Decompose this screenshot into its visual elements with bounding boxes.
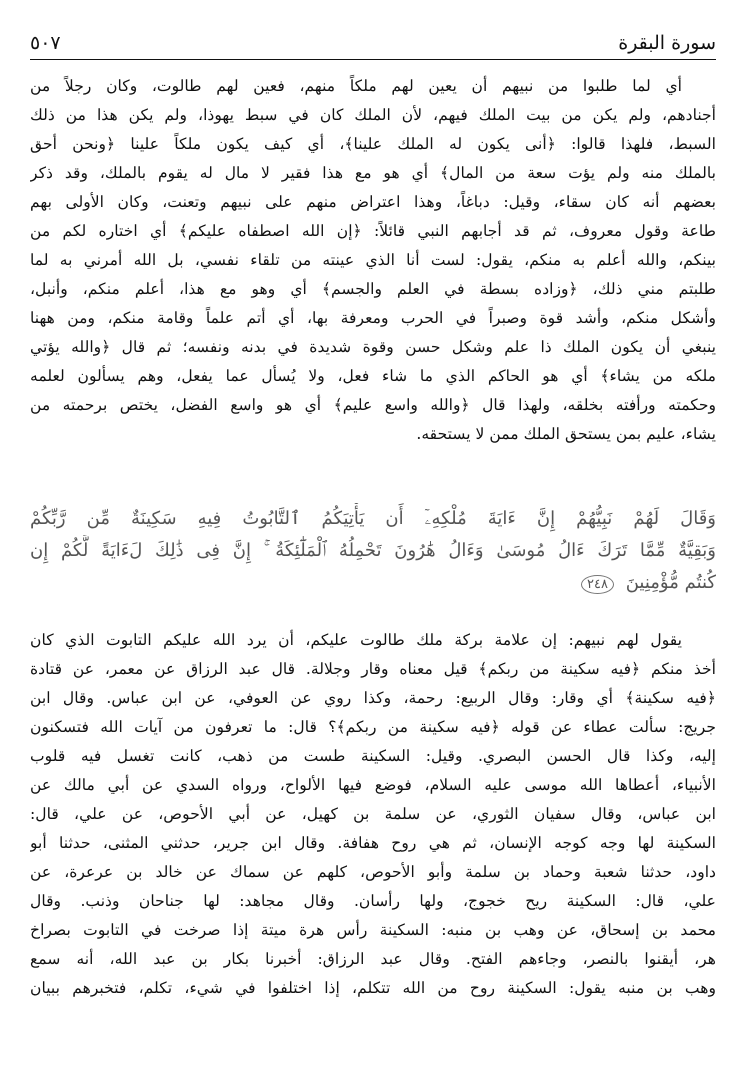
text-line: إليه، وكذا قال الحسن البصري. وقيل: السكينة طست من ذهب، كانت تغسل فيه قلوب — [30, 747, 716, 765]
header-rule — [30, 59, 716, 60]
text-line: ﴿فيه سكينة﴾ أي وقار: وقال الربيع: رحمة، وكذا روي عن العوفي، عن ابن عباس. وقال ابن — [30, 689, 716, 707]
text-line: وهب بن منبه يقول: السكينة روح من الله تتكلم، إذا اختلفوا في شيء، تكلم، فتخبرهم ببيان — [30, 979, 716, 997]
text-line: بالملك منه ولم يؤت سعة من المال﴾ أي هو مع هذا فقير لا مال له يقوم بالملك، وقد ذكر — [30, 164, 716, 182]
verse-line-text: كُنتُم مُّؤْمِنِينَ — [625, 572, 716, 593]
page-header — [30, 30, 716, 56]
text-line: طلبتم مني ذلك، ﴿وزاده بسطة في العلم والجسم﴾ أي وهو مع هذا، أعلم منكم، وأنبل، — [30, 280, 716, 298]
text-line: أي لما طلبوا من نبيهم أن يعين لهم ملكاً منهم، فعين لهم طالوت، وكان رجلاً من — [30, 77, 682, 95]
text-line: علي، قال: السكينة ريح خجوج، ولها رأسان. وقال مجاهد: لها جناحان وذنب. وقال — [30, 892, 716, 910]
text-line: يقول لهم نبيهم: إن علامة بركة ملك طالوت عليكم، أن يرد الله عليكم التابوت الذي كان — [30, 631, 682, 649]
quran-verse — [30, 503, 716, 599]
text-line: السبط، فلهذا قالوا: ﴿أنى يكون له الملك علينا﴾، أي كيف يكون ملكاً علينا ﴿ونحن أحق — [30, 135, 716, 153]
text-line: محمد بن إسحاق، عن وهب بن منبه: السكينة رأس هرة ميتة إذا صرخت في التابوت بصراخ — [30, 921, 716, 939]
verse-line: وَبَقِيَّةٌ مِّمَّا تَرَكَ ءَالُ مُوسَىٰ وَءَالُ هَٰرُونَ تَحْمِلُهُ ٱلْمَلَٰٓئِكَةُ ۚ إِنَّ فِى ذَٰلِكَ لَءَايَةً لَّكُمْ إِن — [30, 540, 716, 561]
text-line: الأنبياء، أعطاها الله موسى عليه السلام، فوضع فيها الألواح، ورواه السدي عن أبي مالك عن — [30, 776, 716, 794]
text-line: جريج: سألت عطاء عن قوله ﴿فيه سكينة من ربكم﴾؟ قال: ما تعرفون من آيات الله فتسكنون — [30, 718, 716, 736]
text-line: أجنادهم، ولم يكن من بيت الملك فيهم، لأن الملك كان في سبط يهوذا، ولم يكن هذا من ذلك — [30, 106, 716, 124]
ayah-number-marker: ٢٤٨ — [581, 575, 614, 594]
text-line: هر، أيقنوا بالنصر، وجاءهم الفتح. وقال عبد الرزاق: أخبرنا بكار بن عبد الله، أنه سمع — [30, 950, 716, 968]
commentary-paragraph-1 — [30, 72, 716, 449]
text-line: وأشكل منكم، وأشد قوة وصبراً في الحرب ومعرفة بها، أي أتم علماً وقامة منكم، ومن ههنا — [30, 309, 716, 327]
page-number: ٥٠٧ — [30, 32, 61, 54]
text-line: أخذ منكم ﴿فيه سكينة من ربكم﴾ قيل معناه وقار وجلالة. قال عبد الرزاق عن معمر، عن قتادة — [30, 660, 716, 678]
text-line: ابن عباس، وقال سفيان الثوري، عن سلمة بن كهيل، عن أبي الأحوص، عن علي، قال: — [30, 805, 716, 823]
text-line: ينبغي أن يكون الملك ذا علم وشكل حسن وقوة شديدة في بدنه ونفسه؛ ثم قال ﴿والله يؤتي — [30, 338, 716, 356]
text-line: طاعة وقول معروف، ثم قد أجابهم النبي قائلاً: ﴿إن الله اصطفاه عليكم﴾ أي اختاره لكم من — [30, 222, 716, 240]
text-line: بينكم، والله أعلم به منكم، يقول: لست أنا الذي عينته من تلقاء نفسي، بل الله أمرني به لما — [30, 251, 716, 269]
commentary-paragraph-2 — [30, 626, 716, 1003]
text-line: وحكمته ورأفته بخلقه، ولهذا قال ﴿والله واسع عليم﴾ أي هو واسع الفضل، يختص برحمته من — [30, 396, 716, 414]
text-line: ملكه من يشاء﴾ أي هو الحاكم الذي ما شاء فعل، ولا يُسأل عما يفعل، وهم يسألون لعلمه — [30, 367, 716, 385]
verse-line-last — [30, 567, 716, 599]
sura-title: سورة البقرة — [618, 32, 716, 54]
text-line: بعضهم أنه كان سقاء، وقيل: دباغاً، وهذا اعتراض منهم على نبيهم وتعنت، وكان الأولى بهم — [30, 193, 716, 211]
verse-line: وَقَالَ لَهُمْ نَبِيُّهُمْ إِنَّ ءَايَةَ مُلْكِهِۦٓ أَن يَأْتِيَكُمُ ٱلتَّابُوتُ فِيهِ سَكِينَةٌ مِّن رَّبِّكُمْ — [30, 508, 716, 529]
text-line: السكينة لها وجه كوجه الإنسان، ثم هي روح هفافة. وقال ابن جرير، حدثني المثنى، حدثنا أبو — [30, 834, 716, 852]
text-line: داود، حدثنا شعبة وحماد بن سلمة وأبو الأحوص، كلهم عن سماك عن خالد بن عرعرة، عن — [30, 863, 716, 881]
text-line: يشاء، عليم بمن يستحق الملك ممن لا يستحقه. — [416, 425, 716, 443]
